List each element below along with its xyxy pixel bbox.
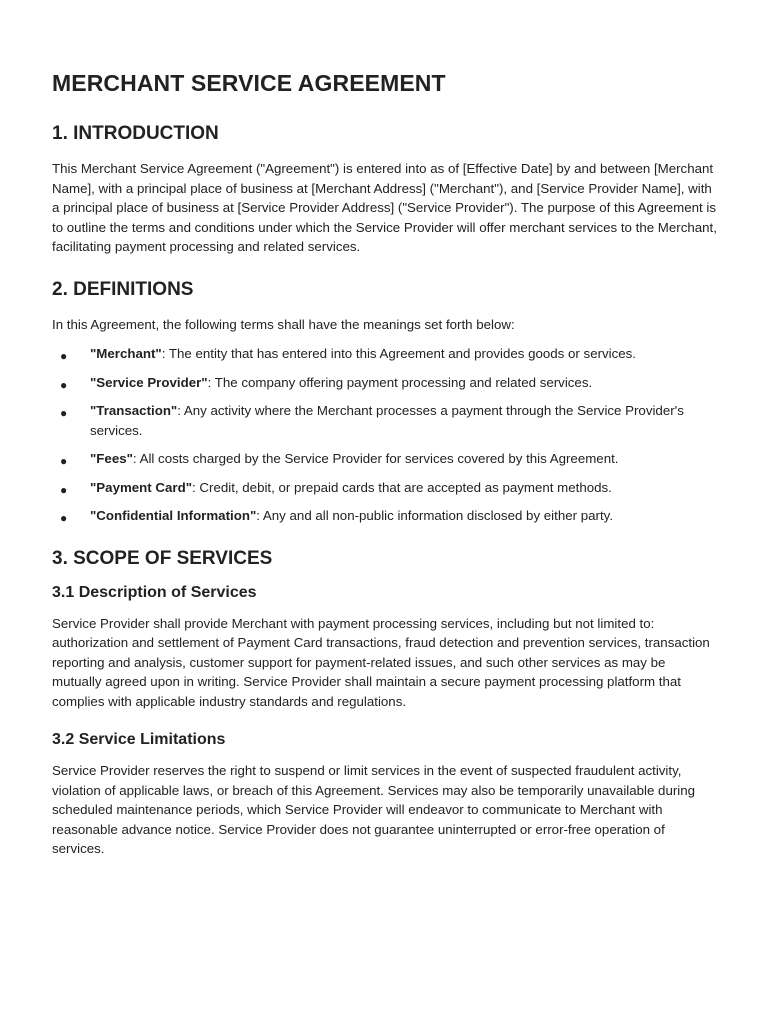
definitions-intro: In this Agreement, the following terms shall have the meanings set forth below: [52,316,515,332]
section-heading: 3. SCOPE OF SERVICES [52,547,273,569]
list-item [52,401,718,440]
definition-text: : Credit, debit, or prepaid cards that are accepted as payment methods. [192,479,612,495]
subsection-heading: 3.1 Description of Services [52,583,257,601]
subsection-body: Service Provider reserves the right to suspend or limit services in the event of suspected fraudulent activity, violation of applicable laws, or breach of this Agreement. Services may also be temporarily unavailable during scheduled maintenance periods, which Service Provider will endeavor to communicate to Merchant with reasonable advance notice. Service Provider does not guarantee uninterrupted or error-free operation of services. [52,763,696,856]
list-item [52,478,718,498]
list-item [52,344,718,364]
section-heading: 1. INTRODUCTION [52,123,219,144]
definition-term: "Service Provider" [90,374,208,390]
definitions-list [52,344,718,526]
bullet-icon: ● [60,511,68,525]
definition-text: : The entity that has entered into this Agreement and provides goods or services. [161,346,637,361]
section-heading: 2. DEFINITIONS [52,278,194,300]
bullet-icon: ● [60,482,68,497]
definition-term: "Merchant" [90,346,162,361]
section-introduction [52,123,718,257]
bullet-icon: ● [60,454,68,468]
definition-text: : All costs charged by the Service Provider for services covered by this Agreement. [132,451,619,466]
definition-text: : Any activity where the Merchant processes a payment through the Service Provider's services. [90,403,684,438]
subsection-limitations [52,731,718,859]
section-definitions [52,279,718,526]
definition-text: : Any and all non-public information disclosed by either party. [256,508,614,523]
list-item [52,506,718,526]
definition-term: "Transaction" [90,403,178,418]
definition-term: "Payment Card" [90,479,193,495]
definition-term: "Fees" [90,451,133,466]
list-item [52,449,718,469]
bullet-icon: ● [60,349,68,363]
section-body: This Merchant Service Agreement ("Agreement") is entered into as of [Effective Date] by and between [Merchant Name], with a principal place of business at [Merchant Address] ("Merchant"), and [Service Provider Name], with a principal place of business at [Service Provider Address] ("Service Provider"). The purpose of this Agreement is to outline the terms and conditions under which the Service Provider will offer merchant services to the Merchant, facilitating payment processing and related services. [52,161,717,254]
definition-term: "Confidential Information" [90,508,257,523]
subsection-description [52,584,718,712]
definition-text: : The company offering payment processing and related services. [207,374,593,390]
subsection-body: Service Provider shall provide Merchant with payment processing services, including but not limited to: authorization and settlement of Payment Card transactions, fraud detection and prevention services, transaction reporting and analysis, customer support for payment-related issues, and such other services as may be mutually agreed upon in writing. Service Provider shall maintain a secure payment processing platform that complies with applicable industry standards and regulations. [52,615,710,709]
subsection-heading: 3.2 Service Limitations [52,731,226,748]
list-item [52,373,718,393]
section-scope [52,548,718,859]
bullet-icon: ● [60,377,68,392]
document-title: MERCHANT SERVICE AGREEMENT [52,70,446,96]
bullet-icon: ● [60,406,68,420]
